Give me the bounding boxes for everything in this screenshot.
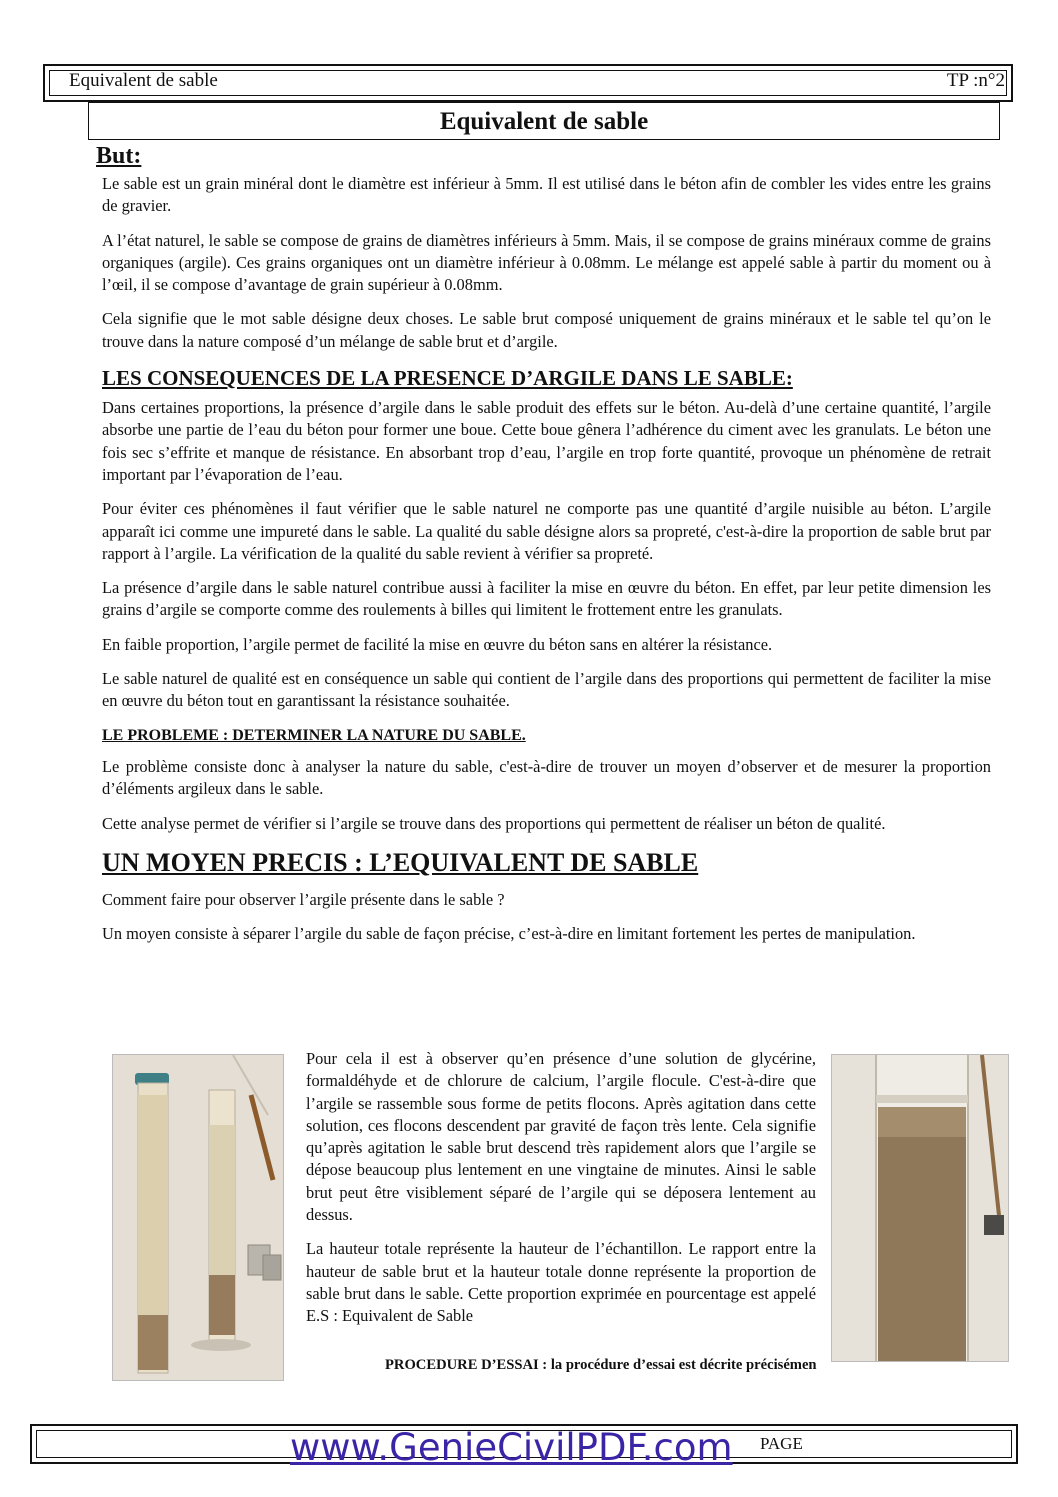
consequences-paragraph: Le sable naturel de qualité est en conséquence un sable qui contient de l’argile dans des proportions qui permettent de faciliter la mise en œuvre du béton tout en garantissant la résistance souhaitée. (102, 669, 991, 711)
cylinders-illustration (113, 1055, 283, 1380)
main-content (102, 173, 991, 957)
intro-paragraph: Le sable est un grain minéral dont le diamètre est inférieur à 5mm. Il est utilisé dans le béton afin de combler les vides entre les grains de gravier. (102, 174, 991, 216)
consequences-paragraph: En faible proportion, l’argile permet de facilité la mise en œuvre du béton sans en altérer la résistance. (102, 634, 773, 654)
probleme-heading: LE PROBLEME : DETERMINER LA NATURE DU SABLE. (102, 726, 526, 744)
moyen-paragraph: Comment faire pour observer l’argile présente dans le sable ? (102, 889, 505, 909)
sand-sample-photo (831, 1054, 1009, 1362)
procedure-note: PROCEDURE D’ESSAI : la procédure d’essai est décrite précisémen (385, 1357, 817, 1373)
header-frame (43, 64, 1013, 102)
consequences-paragraph: La présence d’argile dans le sable naturel contribue aussi à faciliter la mise en œuvre du béton. En effet, par leur petite dimension les grains d’argile se comporte comme des roulements à billes qui limitent le frottement entre les granulats. (102, 578, 991, 620)
consequences-paragraph: Dans certaines proportions, la présence d’argile dans le sable produit des effets sur le béton. Au-delà d’une certaine quantité, l’argile absorbe une partie de l’eau du béton pour former une boue. Cette boue gênera l’adhérence du ciment avec les granulats. Le béton une fois sec s’effrite et manque de résistance. En absorbant trop d’eau, l’argile en trop forte quantité, provoque un phénomène de retrait important par l’évaporation de l’eau. (102, 398, 991, 484)
consequences-heading: LES CONSEQUENCES DE LA PRESENCE D’ARGILE DANS LE SABLE: (102, 366, 793, 391)
website-link[interactable]: www.GenieCivilPDF.com (290, 1426, 733, 1469)
side-text (306, 1048, 816, 1340)
page-title: Equivalent de sable (88, 102, 1000, 140)
intro-paragraph: Cela signifie que le mot sable désigne deux choses. Le sable brut composé uniquement de grains minéraux et le sable tel qu’on le trouve dans la nature composé d’un mélange de sable brut et d’argile. (102, 309, 991, 351)
probleme-paragraph: Le problème consiste donc à analyser la nature du sable, c'est-à-dire de trouver un moyen d’observer et de mesurer la proportion d’éléments argileux dans le sable. (102, 756, 991, 799)
side-paragraph: La hauteur totale représente la hauteur de l’échantillon. Le rapport entre la hauteur de sable brut et la hauteur totale donne représente la proportion de sable brut dans le sable. Cette proportion exprimée en pourcentage est appelé E.S : Equivalent de Sable (306, 1239, 816, 1326)
side-paragraph: Pour cela il est à observer qu’en présence d’une solution de glycérine, formaldéhyde et de chlorure de calcium, l’argile flocule. C'est-à-dire que l’argile se rassemble sous forme de petits flocons. Après agitation dans cette solution, ces flocons descendent par gravité de façon très lente. Cela signifie qu’après agitation le sable brut descend très rapidement alors que l’argile se dépose beaucoup plus lentement en une vingtaine de minutes. Ainsi le sable brut peut être visiblement séparé de l’argile qui se déposera lentement au dessus. (306, 1049, 816, 1225)
but-heading: But: (96, 143, 142, 169)
intro-paragraph: A l’état naturel, le sable se compose de grains de diamètres inférieurs à 5mm. Mais, il se compose de grains minéraux comme de grains organiques (argile). Ces grains organiques ont un diamètre inférieur à 0.08mm. Le mélange est appelé sable à partir du moment ou à l’œil, il se compose d’avantage de grain supérieur à 0.08mm. (102, 230, 991, 295)
page-label: PAGE (760, 1434, 803, 1453)
moyen-heading: UN MOYEN PRECIS : L’EQUIVALENT DE SABLE (102, 847, 699, 877)
sand-cylinder-illustration (832, 1055, 1008, 1361)
consequences-paragraph: Pour éviter ces phénomènes il faut vérifier que le sable naturel ne comporte pas une quantité d’argile nuisible au béton. L’argile apparaît ici comme une impureté dans le sable. La qualité du sable désigne alors sa propreté, c'est-à-dire la proportion de sable brut par rapport à l’argile. La vérification de la qualité du sable revient à vérifier sa propreté. (102, 499, 991, 563)
probleme-paragraph: Cette analyse permet de vérifier si l’argile se trouve dans des proportions qui permettent de réaliser un béton de qualité. (102, 813, 886, 833)
header-tp-number: TP :n°2 (946, 70, 1005, 91)
graduated-cylinders-photo (112, 1054, 284, 1381)
moyen-paragraph: Un moyen consiste à séparer l’argile du sable de façon précise, c’est-à-dire en limitant fortement les pertes de manipulation. (102, 924, 916, 944)
header-doc-title: Equivalent de sable (69, 70, 218, 91)
